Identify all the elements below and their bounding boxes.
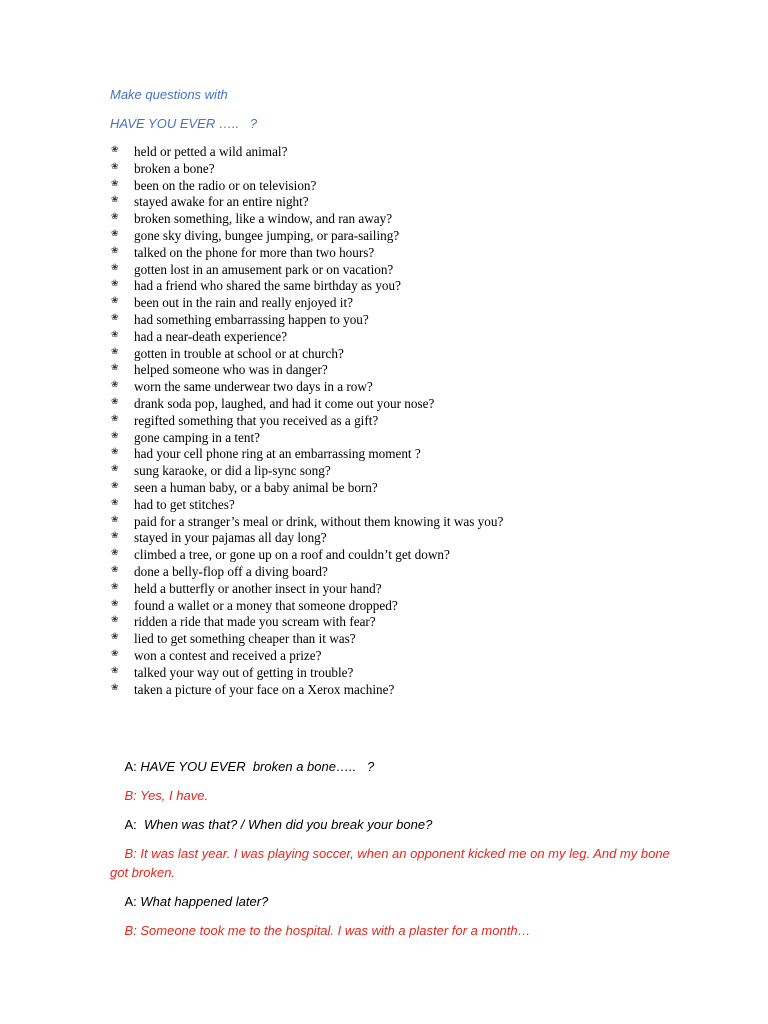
question-item <box>110 178 503 195</box>
dialogue-speaker: A: <box>124 894 137 909</box>
question-item <box>110 631 503 648</box>
question-item <box>110 144 503 161</box>
flower-bullet-icon: ❀ <box>111 362 119 373</box>
question-text: talked on the phone for more than two hours? <box>134 244 375 260</box>
dialogue-text: Yes, I have. <box>136 788 209 803</box>
question-item <box>110 262 503 279</box>
question-item <box>110 564 503 581</box>
question-text: gone sky diving, bungee jumping, or para-sailing? <box>134 227 400 243</box>
flower-bullet-icon: ❀ <box>111 530 119 541</box>
dialogue-text: When was that? / When did you break your bone? <box>136 817 433 832</box>
question-item <box>110 379 503 396</box>
flower-bullet-icon: ❀ <box>111 664 119 675</box>
question-text: ridden a ride that made you scream with fear? <box>134 614 376 630</box>
question-text: sung karaoke, or did a lip-sync song? <box>134 463 331 479</box>
question-list <box>110 144 503 698</box>
flower-bullet-icon: ❀ <box>111 261 119 272</box>
flower-bullet-icon: ❀ <box>111 681 119 692</box>
flower-bullet-icon: ❀ <box>111 631 119 642</box>
question-item <box>110 295 503 312</box>
question-item <box>110 396 503 413</box>
flower-bullet-icon: ❀ <box>111 144 119 154</box>
flower-bullet-icon: ❀ <box>111 412 119 423</box>
question-text: had something embarrassing happen to you? <box>134 311 369 327</box>
question-text: held a butterfly or another insect in your hand? <box>134 580 382 596</box>
question-item <box>110 547 503 564</box>
question-item <box>110 278 503 295</box>
flower-bullet-icon: ❀ <box>111 597 119 608</box>
flower-bullet-icon: ❀ <box>111 160 119 171</box>
flower-bullet-icon: ❀ <box>111 244 119 255</box>
flower-bullet-icon: ❀ <box>111 647 119 658</box>
question-text: found a wallet or a money that someone dropped? <box>134 597 398 613</box>
question-item <box>110 312 503 329</box>
dialogue-text: HAVE YOU EVER broken a bone….. ? <box>136 759 375 774</box>
question-item <box>110 362 503 379</box>
question-item <box>110 463 503 480</box>
question-text: talked your way out of getting in trouble? <box>134 664 354 680</box>
question-item <box>110 665 503 682</box>
flower-bullet-icon: ❀ <box>111 614 119 625</box>
question-item <box>110 480 503 497</box>
question-item <box>110 446 503 463</box>
flower-bullet-icon: ❀ <box>111 278 119 289</box>
question-text: had a friend who shared the same birthday as you? <box>134 278 401 294</box>
dialogue-line <box>110 902 670 959</box>
dialogue-speaker: A: <box>124 759 137 774</box>
dialogue-speaker: B: <box>124 846 137 861</box>
question-text: climbed a tree, or gone up on a roof and couldn’t get down? <box>134 547 450 563</box>
flower-bullet-icon: ❀ <box>111 211 119 222</box>
question-text: stayed in your pajamas all day long? <box>134 530 327 546</box>
flower-bullet-icon: ❀ <box>111 479 119 490</box>
question-item <box>110 430 503 447</box>
question-item <box>110 228 503 245</box>
dialogue-text: Someone took me to the hospital. I was with a plaster for a month… <box>136 923 531 938</box>
flower-bullet-icon: ❀ <box>111 345 119 356</box>
question-text: done a belly-flop off a diving board? <box>134 563 328 579</box>
dialogue-text: What happened later? <box>136 894 269 909</box>
question-text: gone camping in a tent? <box>134 429 260 445</box>
question-item <box>110 598 503 615</box>
dialogue-speaker: B: <box>124 923 137 938</box>
flower-bullet-icon: ❀ <box>111 379 119 390</box>
question-text: been on the radio or on television? <box>134 177 317 193</box>
question-item <box>110 413 503 430</box>
dialogue-speaker: B: <box>124 788 137 803</box>
flower-bullet-icon: ❀ <box>111 295 119 306</box>
question-text: lied to get something cheaper than it was? <box>134 631 356 647</box>
question-text: helped someone who was in danger? <box>134 362 328 378</box>
flower-bullet-icon: ❀ <box>111 580 119 591</box>
flower-bullet-icon: ❀ <box>111 311 119 322</box>
question-text: seen a human baby, or a baby animal be born? <box>134 479 378 495</box>
flower-bullet-icon: ❀ <box>111 328 119 339</box>
flower-bullet-icon: ❀ <box>111 463 119 474</box>
instruction-heading: Make questions with <box>110 87 228 102</box>
question-item <box>110 329 503 346</box>
question-item <box>110 514 503 531</box>
question-text: had a near-death experience? <box>134 328 288 344</box>
question-text: gotten in trouble at school or at church? <box>134 345 344 361</box>
question-text: won a contest and received a prize? <box>134 647 322 663</box>
flower-bullet-icon: ❀ <box>111 563 119 574</box>
question-text: regifted something that you received as a gift? <box>134 412 379 428</box>
question-item <box>110 194 503 211</box>
question-text: worn the same underwear two days in a row? <box>134 379 373 395</box>
flower-bullet-icon: ❀ <box>111 547 119 558</box>
question-text: broken something, like a window, and ran away? <box>134 211 393 227</box>
question-text: drank soda pop, laughed, and had it come out your nose? <box>134 395 435 411</box>
flower-bullet-icon: ❀ <box>111 395 119 406</box>
flower-bullet-icon: ❀ <box>111 194 119 205</box>
question-text: had your cell phone ring at an embarrassing moment ? <box>134 446 421 462</box>
question-text: broken a bone? <box>134 160 215 176</box>
dialogue-speaker: A: <box>124 817 137 832</box>
question-text: been out in the rain and really enjoyed it? <box>134 295 353 311</box>
question-text: taken a picture of your face on a Xerox machine? <box>134 681 395 697</box>
question-item <box>110 530 503 547</box>
question-item <box>110 581 503 598</box>
question-item <box>110 346 503 363</box>
question-item <box>110 245 503 262</box>
flower-bullet-icon: ❀ <box>111 227 119 238</box>
flower-bullet-icon: ❀ <box>111 446 119 457</box>
question-item <box>110 682 503 699</box>
flower-bullet-icon: ❀ <box>111 177 119 188</box>
question-text: gotten lost in an amusement park or on vacation? <box>134 261 394 277</box>
question-item <box>110 614 503 631</box>
question-text: had to get stitches? <box>134 496 235 512</box>
flower-bullet-icon: ❀ <box>111 513 119 524</box>
question-item <box>110 648 503 665</box>
question-text: paid for a stranger’s meal or drink, without them knowing it was you? <box>134 513 504 529</box>
question-text: held or petted a wild animal? <box>134 144 288 159</box>
flower-bullet-icon: ❀ <box>111 496 119 507</box>
question-item <box>110 161 503 178</box>
question-pattern-heading: HAVE YOU EVER ….. ? <box>110 116 258 131</box>
question-text: stayed awake for an entire night? <box>134 194 309 210</box>
dialogue-text: It was last year. I was playing soccer, when an opponent kicked me on my leg. And my bone got broken. <box>110 846 674 880</box>
flower-bullet-icon: ❀ <box>111 429 119 440</box>
question-item <box>110 211 503 228</box>
question-item <box>110 497 503 514</box>
